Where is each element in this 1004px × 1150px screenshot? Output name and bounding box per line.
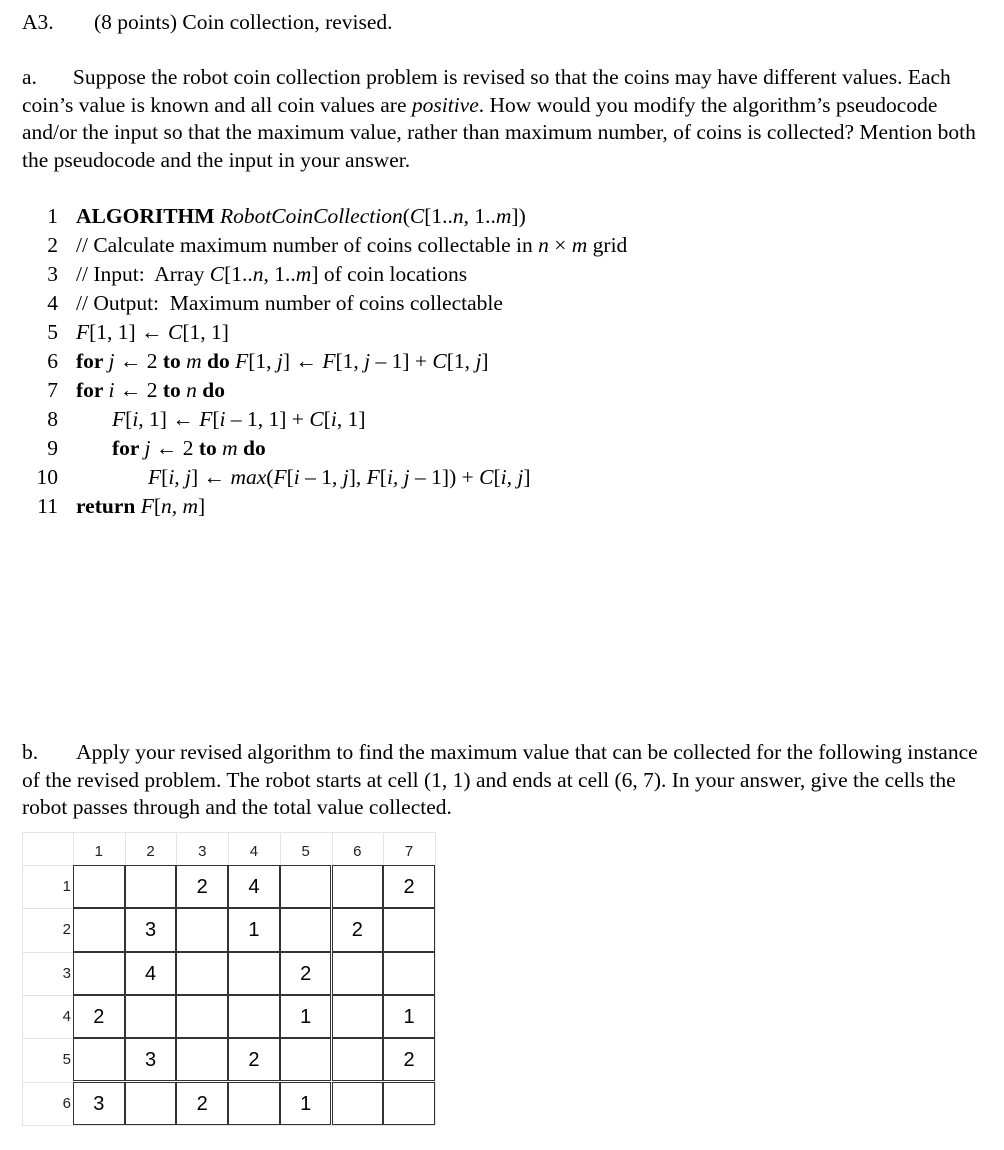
code-token: j: [364, 349, 371, 373]
code-token: to: [198, 436, 223, 460]
line-number: 9: [47, 436, 58, 460]
grid-cell: 3: [73, 1082, 125, 1125]
grid-cell: [332, 865, 384, 908]
row-header: 1: [62, 878, 71, 895]
line-number: 7: [47, 378, 58, 402]
grid-cell: 2: [280, 952, 332, 995]
pseudocode-line: [22, 434, 627, 463]
code-token: , 1]: [336, 407, 366, 431]
code-token: F: [366, 465, 380, 489]
question-title: (8 points) Coin collection, revised.: [94, 10, 393, 34]
grid-cell: [383, 908, 435, 951]
line-number: 5: [47, 320, 58, 344]
row-header: 4: [62, 1007, 71, 1025]
column-header: 3: [198, 843, 207, 860]
line-number: 2: [47, 233, 58, 257]
row-header: 3: [62, 964, 71, 982]
line-number: 1: [47, 204, 58, 228]
grid-cell: 1: [228, 908, 280, 951]
grid-cell: 2: [383, 865, 435, 908]
grid-cell: [332, 952, 384, 995]
code-token: j: [276, 349, 283, 373]
code-token: m: [295, 262, 312, 286]
grid-cell: 2: [228, 1038, 280, 1081]
code-token: do: [237, 436, 266, 460]
code-token: C: [479, 465, 494, 489]
code-token: ALGORITHM: [76, 204, 220, 228]
code-token: , 1] ←: [138, 407, 200, 431]
pseudocode-line: [22, 260, 627, 289]
code-token: n: [538, 233, 549, 257]
code-token: F: [235, 349, 249, 373]
grid-cell: [332, 995, 384, 1038]
pseudocode-line: [22, 492, 627, 521]
grid-cell: [332, 1082, 384, 1125]
code-token: [1..: [424, 204, 453, 228]
code-token: , 1..: [463, 204, 496, 228]
code-token: for: [112, 436, 145, 460]
pseudocode-line: [22, 289, 627, 318]
code-token: ×: [548, 233, 572, 257]
grid-cell: 2: [176, 865, 228, 908]
code-token: n: [452, 204, 464, 228]
code-token: [1,: [446, 349, 476, 373]
code-token: for: [76, 378, 109, 402]
grid-cell: [73, 908, 125, 951]
code-token: C: [432, 349, 447, 373]
code-token: m: [495, 204, 512, 228]
code-token: F: [76, 320, 90, 344]
code-token: F: [322, 349, 336, 373]
grid-cell: 2: [383, 1038, 435, 1081]
column-header: 2: [146, 843, 155, 860]
line-number: 11: [37, 494, 58, 518]
code-token: i: [108, 378, 115, 402]
code-token: j: [475, 349, 482, 373]
code-token: do: [196, 378, 225, 402]
grid-cell: [332, 1038, 384, 1081]
part-a-emphasis: positive: [411, 92, 479, 117]
code-token: i: [293, 465, 300, 489]
code-token: [: [323, 407, 331, 431]
code-token: ] ←: [282, 349, 323, 373]
line-number: 4: [47, 291, 58, 315]
part-a-label: a.: [22, 65, 37, 89]
code-token: – 1] +: [370, 349, 433, 373]
code-token: – 1]) +: [409, 465, 480, 489]
code-token: (: [266, 465, 274, 489]
line-number: 10: [36, 465, 58, 489]
code-token: return: [76, 494, 141, 518]
grid-cell: [125, 1082, 177, 1125]
code-token: [: [493, 465, 501, 489]
code-token: ← 2: [150, 436, 199, 460]
column-header: 7: [404, 843, 414, 860]
code-token: – 1,: [299, 465, 343, 489]
question-number: A3.: [22, 10, 54, 34]
code-token: i, j: [386, 465, 410, 489]
part-a-text-2: . How would you modify the algorithm’s pseudocode and/or the input so that the maximum value, rather than maximum number, of coins is collected? Mention both the pseudocode and the input in your answer.: [22, 92, 976, 172]
grid-cell: [280, 865, 332, 908]
column-header: 5: [301, 843, 310, 860]
code-token: [: [161, 465, 169, 489]
code-token: i: [330, 407, 337, 431]
grid-cell: 1: [383, 995, 435, 1038]
code-token: to: [162, 349, 187, 373]
code-token: C: [209, 262, 225, 286]
row-header: 2: [62, 921, 71, 939]
code-token: ]: [523, 465, 531, 489]
code-token: [: [153, 494, 162, 518]
code-token: [: [212, 407, 220, 431]
code-token: C: [167, 320, 183, 344]
grid-cell: [125, 995, 177, 1038]
code-token: m: [186, 349, 202, 373]
code-token: C: [309, 407, 324, 431]
code-token: ← 2: [114, 378, 163, 402]
code-token: [: [125, 407, 133, 431]
grid-cell: 4: [125, 952, 177, 995]
code-token: i: [219, 407, 226, 431]
gridline: [435, 832, 436, 1125]
code-token: ] of coin locations: [311, 262, 468, 286]
line-number: 6: [47, 349, 58, 373]
code-token: for: [76, 349, 109, 373]
grid-cell: [176, 1038, 228, 1081]
code-token: [1, 1] ←: [89, 320, 168, 344]
grid-cell: [383, 952, 435, 995]
code-token: RobotCoinCollection: [219, 204, 403, 228]
code-token: ] ←: [191, 465, 231, 489]
grid-cell: 2: [73, 995, 125, 1038]
part-a-text-1: Suppose the robot coin collection problem is revised so that the coins may have different values. Each coin’s value is known and all coin values are: [22, 65, 951, 117]
code-token: j: [342, 465, 349, 489]
code-token: j: [144, 436, 151, 460]
grid-cell: 1: [280, 995, 332, 1038]
grid-cell: [176, 908, 228, 951]
part-b-text: [22, 739, 982, 822]
pseudocode-line: [22, 231, 627, 260]
column-header: 1: [94, 843, 104, 860]
code-token: (: [402, 204, 410, 228]
column-header: 4: [249, 843, 259, 860]
pseudocode-line: [22, 202, 627, 231]
grid-cell: 1: [280, 1082, 332, 1125]
code-token: F: [199, 407, 213, 431]
question-header: [22, 10, 393, 35]
code-token: // Input: Array: [76, 262, 210, 286]
code-token: n: [252, 262, 264, 286]
column-header: 6: [353, 843, 362, 860]
code-token: [1..: [224, 262, 253, 286]
code-token: ]: [198, 494, 206, 518]
code-token: n, m: [161, 494, 199, 518]
grid-cell: [383, 1082, 435, 1125]
code-token: F: [148, 465, 162, 489]
grid-cell: [176, 952, 228, 995]
code-token: [1, 1]: [182, 320, 229, 344]
code-token: grid: [587, 233, 628, 257]
pseudocode-line: [22, 376, 627, 405]
grid-cell: [73, 952, 125, 995]
code-token: // Output: Maximum number of coins collectable: [76, 291, 503, 315]
code-token: , 1..: [263, 262, 296, 286]
code-token: F: [273, 465, 287, 489]
grid-cell: 2: [176, 1082, 228, 1125]
code-token: i: [132, 407, 139, 431]
part-a-text: [22, 64, 982, 174]
code-token: max: [230, 465, 267, 489]
row-header: 5: [62, 1051, 71, 1069]
pseudocode-line: [22, 405, 627, 434]
code-token: F: [140, 494, 154, 518]
code-token: ← 2: [114, 349, 163, 373]
code-token: [: [379, 465, 387, 489]
code-token: i, j: [500, 465, 524, 489]
code-token: [1,: [335, 349, 365, 373]
grid-cell: [280, 1038, 332, 1081]
code-token: to: [162, 378, 187, 402]
code-token: i, j: [168, 465, 192, 489]
code-token: ]: [481, 349, 489, 373]
pseudocode-line: [22, 463, 627, 492]
grid-cell: 2: [332, 908, 384, 951]
pseudocode-line: [22, 347, 627, 376]
grid-cell: [280, 908, 332, 951]
code-token: F: [112, 407, 126, 431]
grid-cell: 3: [125, 1038, 177, 1081]
part-b-body: Apply your revised algorithm to find the maximum value that can be collected for the following instance of the revised problem. The robot starts at cell (1, 1) and ends at cell (6, 7). In your answer, give the cells the robot passes through and the total value collected.: [22, 740, 978, 819]
code-token: m: [571, 233, 588, 257]
grid-cell: [125, 865, 177, 908]
code-token: [: [286, 465, 294, 489]
code-token: n: [186, 378, 197, 402]
code-token: // Calculate maximum number of coins collectable in: [76, 233, 539, 257]
code-token: j: [108, 349, 115, 373]
row-header: 6: [62, 1094, 71, 1112]
code-token: ]): [511, 204, 526, 228]
code-token: C: [409, 204, 425, 228]
code-token: [1,: [248, 349, 277, 373]
gridline: [22, 1125, 435, 1126]
code-token: ],: [348, 465, 367, 489]
part-b-label: b.: [22, 740, 39, 764]
line-number: 8: [47, 407, 58, 431]
grid-cell: 3: [125, 908, 177, 951]
grid-cell: [228, 952, 280, 995]
code-token: – 1, 1] +: [225, 407, 310, 431]
grid-cell: [73, 1038, 125, 1081]
code-token: m: [222, 436, 238, 460]
grid-cell: [228, 995, 280, 1038]
grid-cell: [73, 865, 125, 908]
grid-cell: 4: [228, 865, 280, 908]
pseudocode-line: [22, 318, 627, 347]
line-number: 3: [47, 262, 58, 286]
grid-cell: [228, 1082, 280, 1125]
grid-cell: [176, 995, 228, 1038]
pseudocode-block: [22, 202, 627, 521]
code-token: do: [201, 349, 236, 373]
